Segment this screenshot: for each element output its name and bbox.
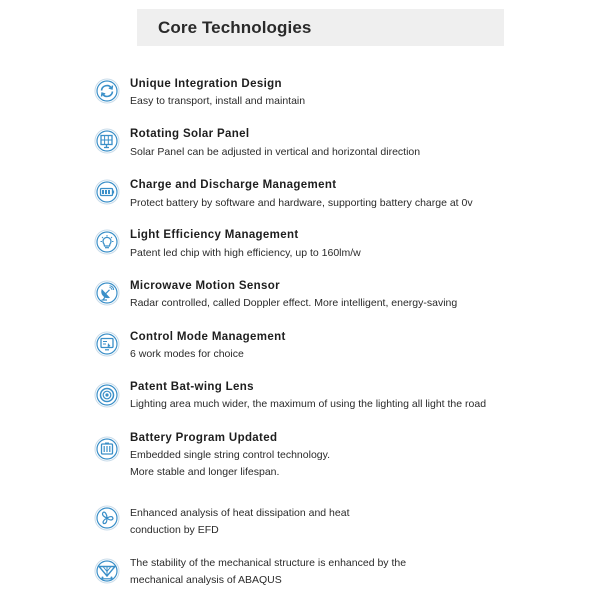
feature-desc: More stable and longer lifespan. [130,466,280,478]
battery-icon [94,179,120,205]
solar-panel-icon [94,128,120,154]
feature-title: Patent Bat-wing Lens [130,381,254,393]
truss-structure-icon [94,558,120,584]
feature-title: Light Efficiency Management [130,229,299,241]
feature-desc: 6 work modes for choice [130,348,244,360]
lens-icon [94,382,120,408]
feature-desc: Easy to transport, install and maintain [130,95,306,107]
feature-desc: mechanical analysis of ABAQUS [130,574,282,586]
feature-desc: Radar controlled, called Doppler effect. More intelligent, energy-saving [130,297,458,309]
feature-desc: Protect battery by software and hardware, supporting battery charge at 0v [130,197,473,209]
fan-icon [94,505,120,531]
feature-desc: conduction by EFD [130,524,219,536]
light-bulb-icon [94,229,120,255]
feature-title: Rotating Solar Panel [130,128,250,140]
feature-title: Battery Program Updated [130,432,278,444]
control-panel-icon [94,331,120,357]
battery-program-icon [94,436,120,462]
radar-dish-icon [94,280,120,306]
feature-desc: Embedded single string control technology. [130,449,331,461]
feature-title: Charge and Discharge Management [130,179,337,191]
feature-title: Control Mode Management [130,331,286,343]
feature-desc: Enhanced analysis of heat dissipation and heat [130,507,350,519]
feature-title: Microwave Motion Sensor [130,280,280,292]
page-title: Core Technologies [158,17,312,37]
feature-desc: Lighting area much wider, the maximum of using the lighting all light the road [130,398,487,410]
rotate-arrows-icon [94,78,120,104]
feature-desc: Patent led chip with high efficiency, up to 160lm/w [130,247,361,259]
feature-desc: Solar Panel can be adjusted in vertical and horizontal direction [130,146,421,158]
title-banner [137,9,504,46]
feature-title: Unique Integration Design [130,78,282,90]
feature-desc: The stability of the mechanical structure is enhanced by the [130,557,407,569]
